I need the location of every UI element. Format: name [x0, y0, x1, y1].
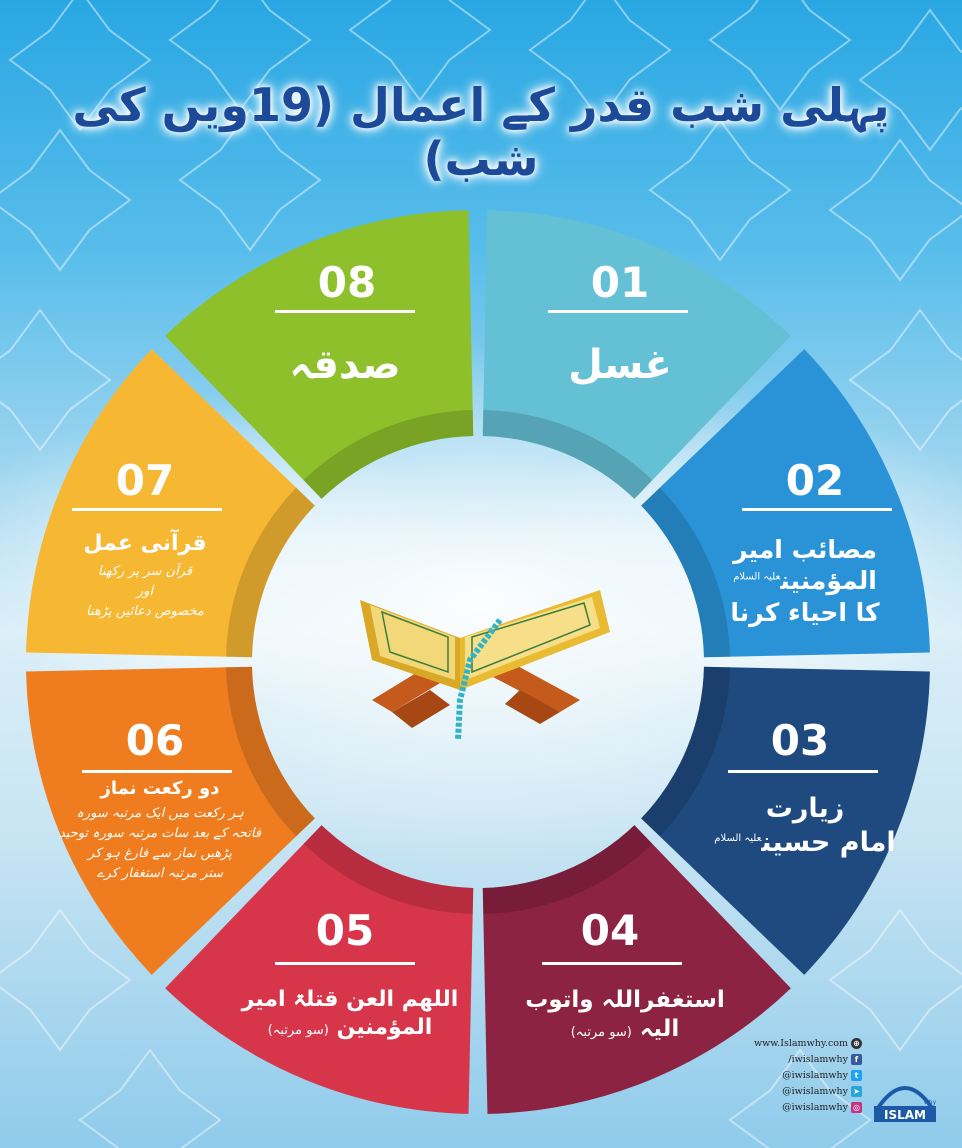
segment-05-number: 05	[315, 906, 375, 955]
segment-04-divider	[542, 962, 682, 965]
segment-04-line2-wrap	[500, 1015, 750, 1044]
facebook-link[interactable]	[742, 1054, 862, 1065]
segment-05-line2-wrap	[210, 1014, 490, 1042]
facebook-icon: f	[851, 1054, 862, 1065]
segment-04-line1: استغفراللہ واتوب	[525, 987, 725, 1013]
islamwhy-logo	[870, 1068, 940, 1128]
segment-07-sub1: قرآن سر پر رکھنا	[97, 564, 193, 579]
segment-08-label: صدقہ	[289, 342, 401, 388]
segment-06-divider	[82, 770, 232, 773]
segment-06-number: 06	[125, 716, 185, 765]
twitter-text: @iwislamwhy	[782, 1070, 848, 1081]
segment-03-divider	[728, 770, 878, 773]
segment-07-sub3: مخصوص دعائیں پڑھنا	[86, 604, 204, 620]
segment-04-note: (سو مرتبہ)	[570, 1024, 632, 1040]
telegram-text: @iwislamwhy	[782, 1086, 848, 1097]
twitter-link[interactable]	[742, 1070, 862, 1081]
segment-01-label: غسل	[568, 342, 672, 388]
segment-02-honorific: علیہ السلام	[733, 571, 781, 583]
website-text: www.Islamwhy.com	[753, 1038, 848, 1049]
instagram-link[interactable]	[742, 1102, 862, 1113]
segment-06-sub2: فاتحہ کے بعد سات مرتبہ سورہ توحید	[58, 826, 262, 842]
segment-04-line2: الیہ	[639, 1015, 680, 1042]
segment-07-sub2: اور	[136, 584, 154, 600]
segment-06-sub3: پڑھیں نماز سے فارغ ہو کر	[88, 846, 232, 862]
segment-07-number: 07	[115, 456, 175, 505]
segment-02-line2-wrap	[690, 565, 920, 596]
segment-07-divider	[72, 508, 222, 511]
segment-03-label	[690, 792, 920, 860]
instagram-icon: ◎	[851, 1102, 862, 1113]
segment-06-sub4: ستر مرتبہ استغفار کرے	[96, 866, 224, 882]
segment-05-label	[210, 986, 490, 1041]
segment-03-number: 03	[770, 716, 830, 765]
segment-02-line2: المؤمنین	[780, 566, 877, 596]
segment-04-number: 04	[580, 906, 640, 955]
segment-05-divider	[275, 962, 415, 965]
segment-03-honorific: علیہ السلام	[714, 832, 762, 844]
segment-06-description	[40, 804, 280, 885]
segment-03-line2-wrap	[690, 826, 920, 860]
telegram-link[interactable]	[742, 1086, 862, 1097]
segment-08-number: 08	[317, 258, 377, 307]
segment-02-line3: کا احیاء کرنا	[730, 597, 880, 627]
globe-icon: ⊕	[851, 1038, 862, 1049]
page-title: پہلی شب قدر کے اعمال (19ویں کی شب)	[72, 78, 890, 186]
telegram-icon: ➤	[851, 1086, 862, 1097]
logo-small-text: why	[923, 1099, 937, 1106]
segment-01-number: 01	[590, 258, 650, 307]
segment-05-note: (سو مرتبہ)	[267, 1022, 329, 1038]
facebook-text: /iwislamwhy	[788, 1054, 848, 1065]
segment-03-line1: زیارت	[765, 793, 845, 824]
segment-02-number: 02	[785, 456, 845, 505]
segment-04-label	[500, 986, 750, 1044]
segment-05-line1: اللھم العن قتلۃ امیر	[241, 987, 459, 1012]
segment-08-divider	[275, 310, 415, 313]
segment-01-divider	[548, 310, 688, 313]
segment-06-label: دو رکعت نماز	[100, 778, 220, 799]
website-link[interactable]	[742, 1038, 862, 1049]
logo-text: ISLAM	[884, 1108, 926, 1122]
segment-06-sub1: ہر رکعت میں ایک مرتبہ سورہ	[76, 806, 244, 821]
segment-07-description	[40, 562, 250, 622]
twitter-icon: t	[851, 1070, 862, 1081]
segment-03-line2: امام حسین	[761, 826, 896, 858]
segment-02-line1: مصائب امیر	[733, 535, 877, 564]
segment-02-label	[690, 534, 920, 628]
segment-05-line2: المؤمنین	[336, 1014, 433, 1040]
segment-07-label: قرآنی عمل	[83, 531, 207, 556]
segment-02-divider	[742, 508, 892, 511]
instagram-text: @iwislamwhy	[782, 1102, 848, 1113]
